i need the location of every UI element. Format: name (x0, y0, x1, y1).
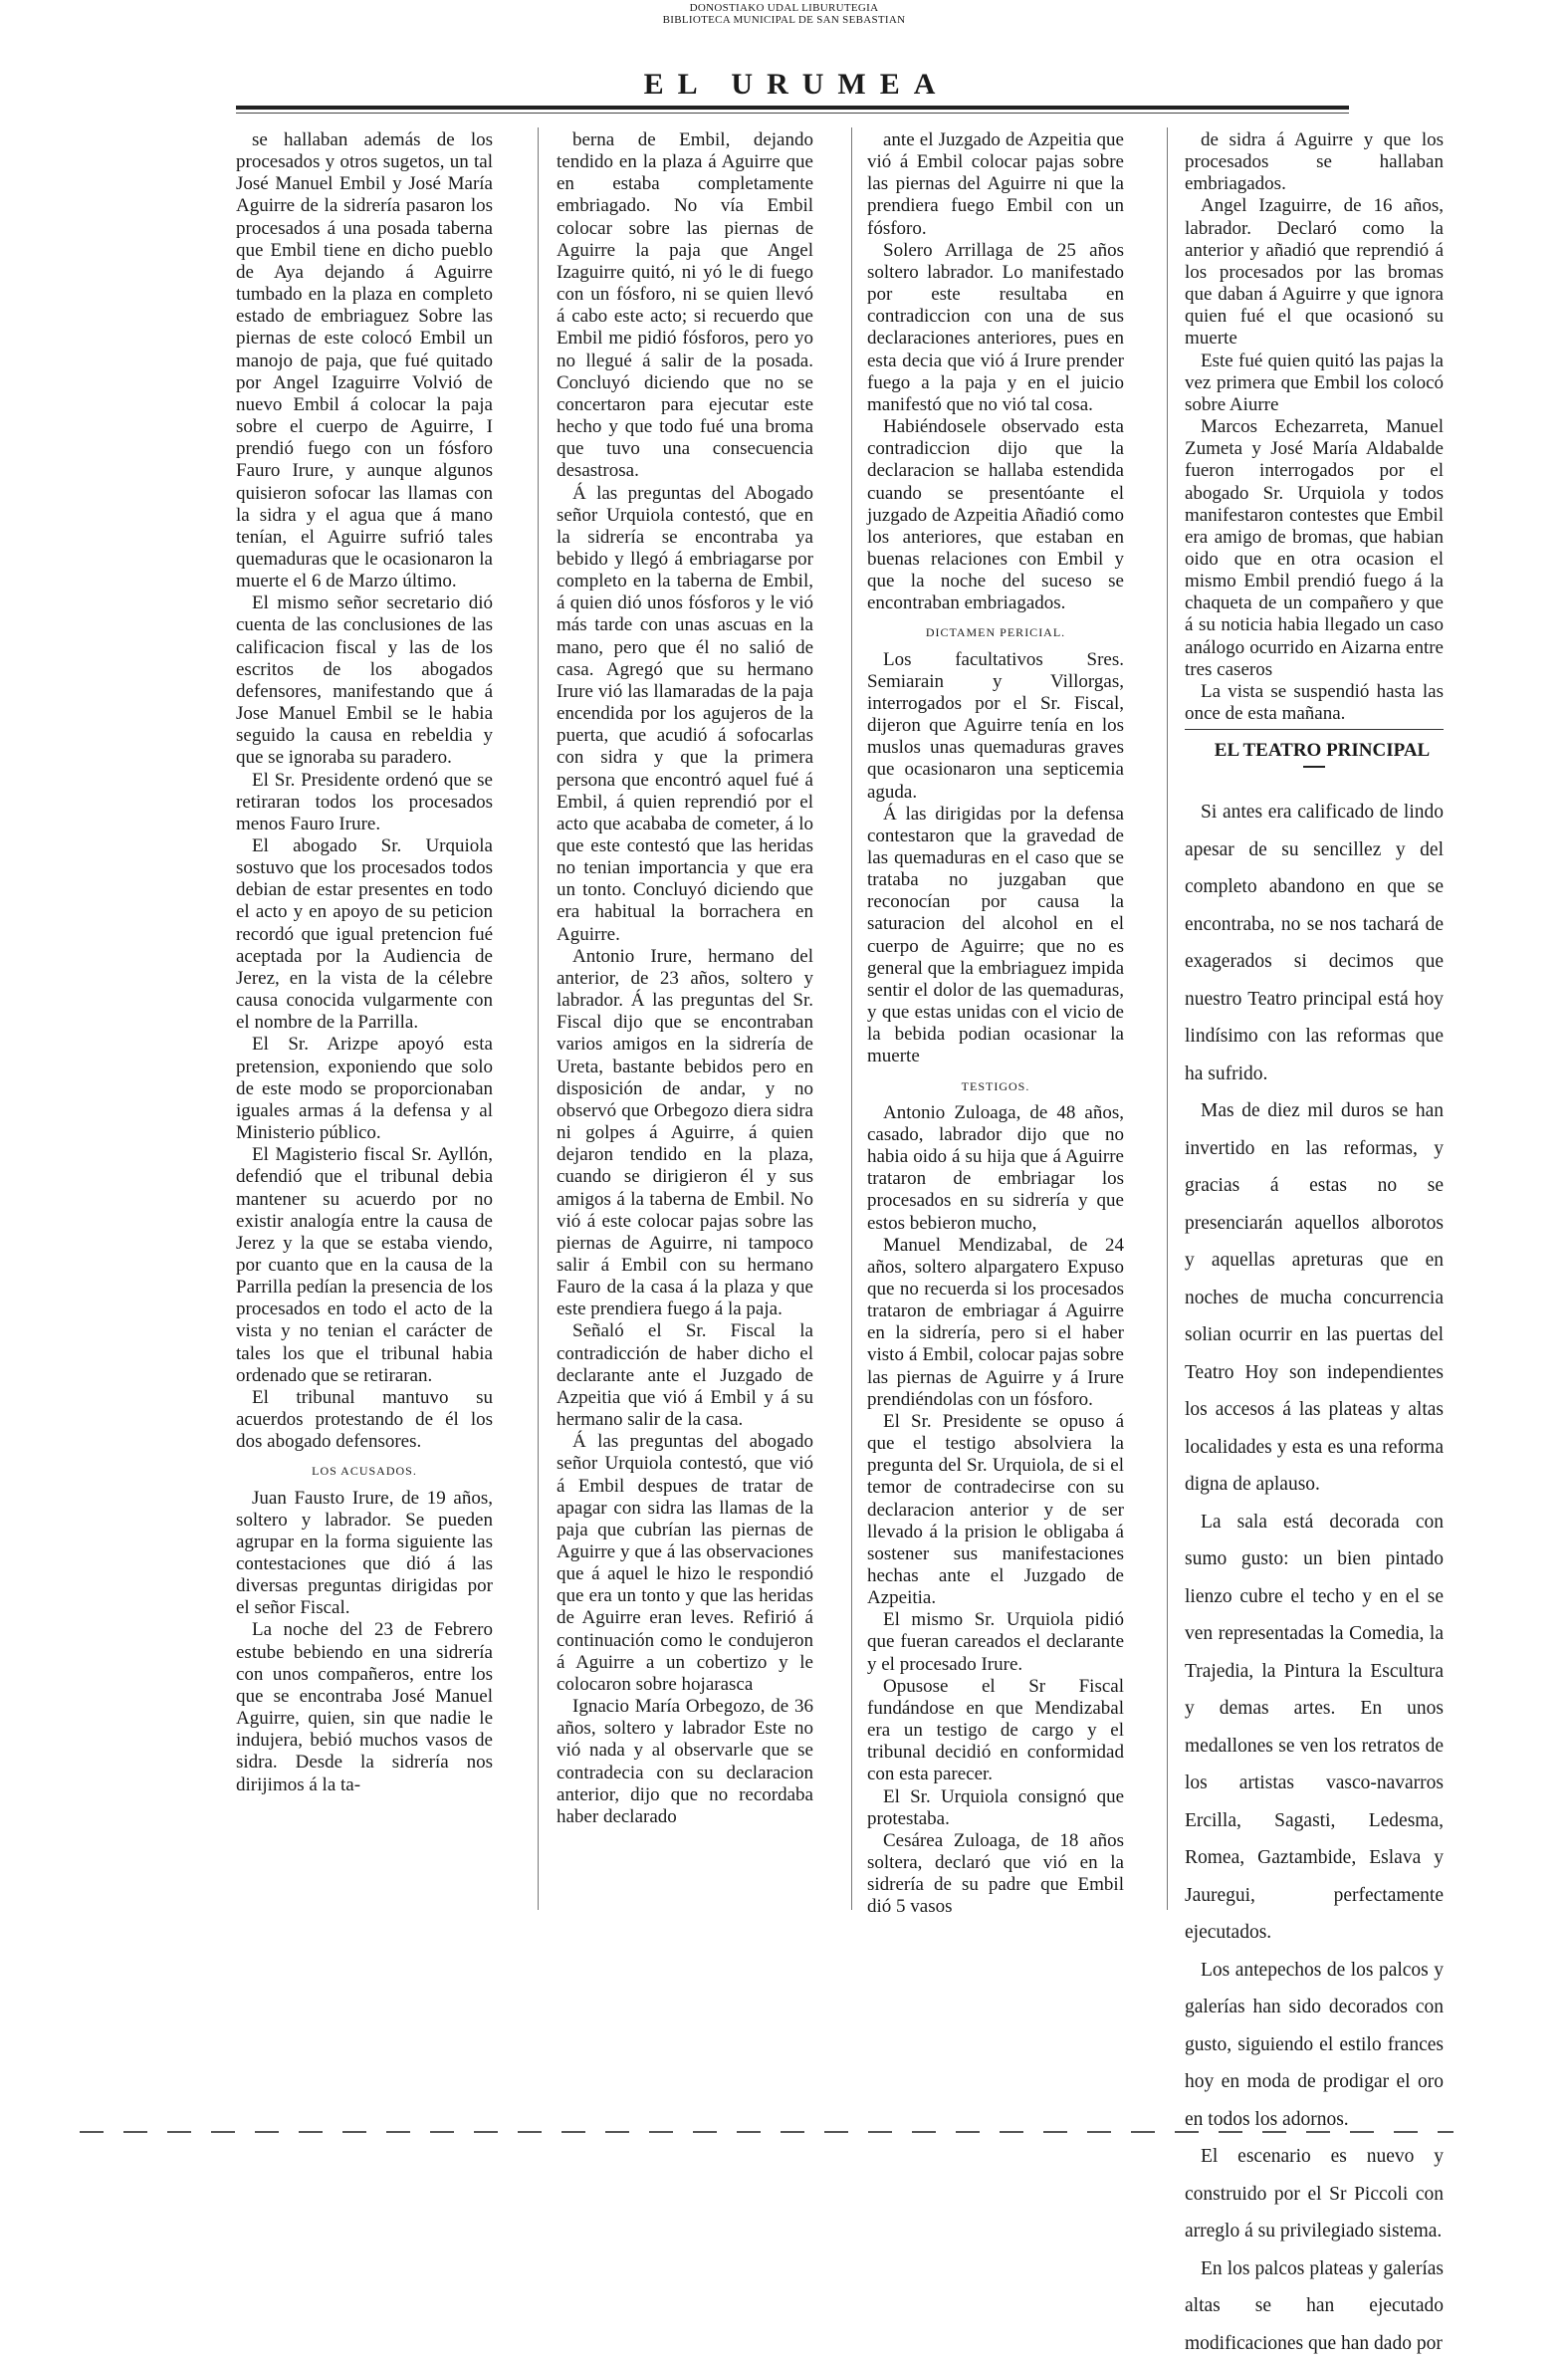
article-paragraph: se hallaban además de los procesados y otros sugetos, un tal José Manuel Embil y José María Aguirre de la sidrería pasaron los procesados á una posada taberna que Embil tiene en dicho pueblo de Aya dejando á Aguirre tumbado en la plaza en completo estado de embriaguez Sobre las piernas de este colocó Embil un manojo de paja, que fué quitado por Angel Izaguirre Volvió de nuevo Embil á colocar la paja sobre el cuerpo de Aguirre, I prendió fuego con un fósforo Fauro Irure, y aunque algunos quisieron sofocar las llamas con la sidra y el agua que á mano tenían, el Aguirre sufrió tales quemaduras que le ocasionaron la muerte el 6 de Marzo último. (236, 129, 493, 592)
column-4 (1185, 129, 1444, 2362)
article-paragraph: Ignacio María Orbegozo, de 36 años, soltero y labrador Este no vió nada y al observarle que se contradecia con su declaracion anterior, dijo que no recordaba haber declarado (557, 1696, 813, 1827)
article-paragraph: Á las preguntas del abogado señor Urquiola contestó, que vió á Embil despues de tratar de apagar con sidra las llamas de la paja que cubrían las piernas de Aguirre y que á las observaciones que á aquel le hizo le respondió que era un tonto y que las heridas de Aguirre eran leves. Refirió á continuación como le condujeron á Aguirre a un cobertizo y le colocaron sobre hojarasca (557, 1431, 813, 1695)
column-2 (557, 129, 813, 1828)
newspaper-masthead: EL URUMEA (643, 68, 950, 101)
column-separator (851, 127, 852, 1910)
article-paragraph: Si antes era calificado de lindo apesar de su sencillez y del completo abandono en que se encontraba, no se nos tachará de exagerados si decimos que nuestro Teatro principal está hoy lindísimo con las reformas que ha sufrido. (1185, 802, 1444, 1084)
section-heading: TESTIGOS. (961, 1078, 1030, 1093)
bottom-dashed-rule (80, 2131, 1454, 2133)
article-paragraph: Angel Izaguirre, de 16 años, labrador. Declaró como la anterior y añadió que reprendió á los procesados por las bromas que daban á Aguirre y que ignora quien fué el que ocasionó su muerte (1185, 195, 1444, 350)
article-paragraph: El Sr. Presidente ordenó que se retiraran todos los procesados menos Fauro Irure. (236, 769, 493, 834)
article-paragraph: La noche del 23 de Febrero estube bebiendo en una sidrería con unos compañeros, entre los que se encontraba José Manuel Aguirre, quien, sin que nadie le indujera, bebió muchos vasos de sidra. Desde la sidrería nos dirijimos á la ta- (236, 1619, 493, 1795)
masthead-rule-thick (236, 106, 1349, 110)
article-paragraph: El mismo señor secretario dió cuenta de las conclusiones de las calificacion fiscal y las de los escritos de los abogados defensores, manifestando que á Jose Manuel Embil se le habia seguido la causa en rebeldia y que se ignoraba su paradero. (236, 592, 493, 769)
column-separator (538, 127, 539, 1910)
article-paragraph: El mismo Sr. Urquiola pidió que fueran careados el declarante y el procesado Irure. (867, 1609, 1124, 1675)
article-paragraph: El Magisterio fiscal Sr. Ayllón, defendió que el tribunal debia mantener su acuerdo por no existir analogía entre la causa de Jerez y la que se estaba viendo, por cuanto que en la causa de la Parrilla pedían la presencia de los procesados en todo el acto de la vista y no tenian el carácter de tales los que el tribunal habia ordenado que se retiraran. (236, 1144, 493, 1386)
masthead-rule-thin (236, 113, 1349, 114)
article-paragraph: Los facultativos Sres. Semiarain y Villorgas, interrogados por el Sr. Fiscal, dijeron que Aguirre tenía en los muslos unas quemaduras graves que ocasionaron una septicemia aguda. (867, 648, 1124, 803)
column-3 (867, 129, 1124, 1919)
article-paragraph: Á las preguntas del Abogado señor Urquiola contestó, que en la sidrería se encontraba ya bebido y llegó á embriagarse por completo en la taberna de Embil, á quien dió unos fósforos y le vió más tarde con unas ascuas en la mano, pero que él no salió de casa. Agregó que su hermano Irure vió las llamaradas de la paja encendida por los agujeros de la puerta, que acudió á sofocarlas con sidra y que la primera persona que encontró aquel fué á Embil, á quien reprendió por el acto que acababa de cometer, á lo que este contestó que las heridas no tenian importancia y que era un tonto. Concluyó diciendo que era habitual la borrachera en Aguirre. (557, 482, 813, 945)
column-1 (236, 129, 493, 1796)
article-paragraph: Cesárea Zuloaga, de 18 años soltera, declaró que vió en la sidrería de su padre que Embil dió 5 vasos (867, 1829, 1124, 1918)
library-stamp (0, 2, 1568, 26)
article-paragraph: La sala está decorada con sumo gusto: un bien pintado lienzo cubre el techo y en el se ven representadas la Comedia, la Trajedia, la Pintura la Escultura y demas artes. En unos medallones se ven los retratos de los artistas vasco-navarros Ercilla, Sagasti, Ledesma, Romea, Gaztambide, Eslava y Jauregui, perfectamente ejecutados. (1185, 1511, 1444, 1944)
stamp-line-2: BIBLIOTECA MUNICIPAL DE SAN SEBASTIAN (662, 14, 906, 26)
article-paragraph: Á las dirigidas por la defensa contestaron que la gravedad de las quemaduras en el caso que se trataba no juzgaban que reconocían por causa la saturacion del alcohol en el cuerpo de Aguirre; que no es general que la embriaguez impida sentir el dolor de las quemaduras, y que estas unidas con el vicio de la bebida podian ocasionar la muerte (867, 803, 1124, 1067)
article-paragraph: La vista se suspendió hasta las once de esta mañana. (1185, 680, 1444, 725)
article-paragraph: El Sr. Urquiola consignó que protestaba. (867, 1785, 1124, 1829)
article-paragraph: de sidra á Aguirre y que los procesados se hallaban embriagados. (1185, 129, 1444, 195)
article-end-rule (1185, 729, 1444, 730)
article-paragraph: berna de Embil, dejando tendido en la plaza á Aguirre que en estaba completamente embriagado. No vía Embil colocar sobre las piernas de Aguirre la paja que Angel Izaguirre quitó, ni yó le di fuego con un fósforo, ni se quien llevó á cabo este acto; si recuerdo que Embil me pidió fósforos, pero yo no llegué á salir de la posada. Concluyó diciendo que no se concertaron para ejecutar este hecho y que todo fué una broma que tuvo una consecuencia desastrosa. (557, 129, 813, 482)
article-paragraph: El abogado Sr. Urquiola sostuvo que los procesados todos debian de estar presentes en todo el acto y en apoyo de su peticion recordó que igual pretencion fué aceptada por la Audiencia de Jerez, en la vista de la célebre causa conocida vulgarmente con el nombre de la Parrilla. (236, 835, 493, 1034)
article-paragraph: El Sr. Presidente se opuso á que el testigo absolviera la pregunta del Sr. Urquiola, de si el temor de contradecirse con su declaracion anterior y de ser llevado á la prision le obligaba á sostener sus manifestaciones hechas ante el Juzgado de Azpeitia. (867, 1410, 1124, 1609)
article-paragraph: El escenario es nuevo y construido por el Sr Piccoli con arreglo á su privilegiado sistema. (1185, 2146, 1444, 2243)
section-heading: DICTAMEN PERICIAL. (925, 625, 1066, 640)
article-paragraph: Este fué quien quitó las pajas la vez primera que Embil los colocó sobre Aiurre (1185, 350, 1444, 415)
article-paragraph: Mas de diez mil duros se han invertido en las reformas, y gracias á estas no se presenciarán aquellos alborotos y aquellas apreturas que en noches de mucha concurrencia solian ocurrir en las puertas del Teatro Hoy son independientes los accesos á las plateas y altas localidades y esta es una reforma digna de aplauso. (1185, 1100, 1444, 1496)
stamp-line-1: DONOSTIAKO UDAL LIBURUTEGIA (689, 2, 879, 14)
article-paragraph: En los palcos plateas y galerías altas se han ejecutado modificaciones que han dado por (1185, 2257, 1444, 2354)
article-paragraph: Juan Fausto Irure, de 19 años, soltero y labrador. Se pueden agrupar en la forma siguiente las contestaciones que dió á las diversas preguntas dirigidas por el señor Fiscal. (236, 1487, 493, 1619)
article-paragraph: ante el Juzgado de Azpeitia que vió á Embil colocar pajas sobre las piernas del Aguirre ni que la prendiera fuego Embil con un fósforo. (867, 129, 1124, 239)
article-paragraph: Los antepechos de los palcos y galerías han sido decorados con gusto, siguiendo el estilo frances hoy en moda de prodigar el oro en todos los adornos. (1185, 1959, 1444, 2130)
column-separator (1167, 127, 1168, 1910)
article-title: EL TEATRO PRINCIPAL (1214, 740, 1431, 762)
article-paragraph: El Sr. Arizpe apoyó esta pretension, exponiendo que solo de este modo se proporcionaban iguales armas á la defensa y al Ministerio público. (236, 1034, 493, 1144)
article-paragraph: Antonio Zuloaga, de 48 años, casado, labrador dijo que no habia oido á su hija que á Aguirre trataron de embriagar los procesados en su sidrería y que estos bebieron mucho, (867, 1101, 1124, 1234)
article-paragraph: Solero Arrillaga de 25 años soltero labrador. Lo manifestado por este resultaba en contradiccion con una de sus declaraciones anteriores, pues en esta decia que vió á Irure prender fuego a la paja y en el juicio manifestó que no vió tal cosa. (867, 239, 1124, 415)
article-paragraph: El tribunal mantuvo su acuerdos protestando de él los dos abogado defensores. (236, 1386, 493, 1453)
article-paragraph: Marcos Echezarreta, Manuel Zumeta y José María Aldabalde fueron interrogados por el abogado Sr. Urquiola y todos manifestaron contestes que Embil era amigo de bromas, que habian oido que en otra ocasion el mismo Embil prendió fuego á la chaqueta de un compañero y que á su noticia habia llegado un caso análogo ocurrido en Aizarna entre tres caseros (1185, 416, 1444, 680)
article-paragraph: Antonio Irure, hermano del anterior, de 23 años, soltero y labrador. Á las preguntas del Sr. Fiscal dijo que se encontraban varios amigos en la sidrería de Ureta, bastante bebidos pero en disposición de andar, y no observó que Orbegozo diera sidra ni golpes á Aguirre, á quien dejaron tendido en la plaza, cuando se dirigieron él y sus amigos á la taberna de Embil. No vió á este colocar pajas sobre las piernas de Aguirre, ni tampoco salir á Embil con su hermano Fauro de la casa á la plaza y que este prendiera fuego á la paja. (557, 945, 813, 1320)
article-paragraph: Manuel Mendizabal, de 24 años, soltero alpargatero Expuso que no recuerda si los procesados trataron de embriagar á Aguirre en la sidrería, pero si el haber visto á Embil, colocar pajas sobre las piernas de Aguirre y á Irure prendiéndolas con un fósforo. (867, 1234, 1124, 1410)
article-paragraph: Habiéndosele observado esta contradiccion dijo que la declaracion se hallaba estendida cuando se presentóante el juzgado de Azpeitia Añadió como los anteriores, que estaban en buenas relaciones con Embil y que la noche del suceso se encontraban embriagados. (867, 416, 1124, 614)
title-dash (1303, 766, 1325, 768)
section-heading: LOS ACUSADOS. (312, 1464, 417, 1479)
article-paragraph: Opusose el Sr Fiscal fundándose en que Mendizabal era un testigo de cargo y el tribunal decidió en conformidad con esta parecer. (867, 1675, 1124, 1785)
article-paragraph: Señaló el Sr. Fiscal la contradicción de haber dicho el declarante ante el Juzgado de Azpeitia que vió á Embil y á su hermano salir de la casa. (557, 1320, 813, 1431)
